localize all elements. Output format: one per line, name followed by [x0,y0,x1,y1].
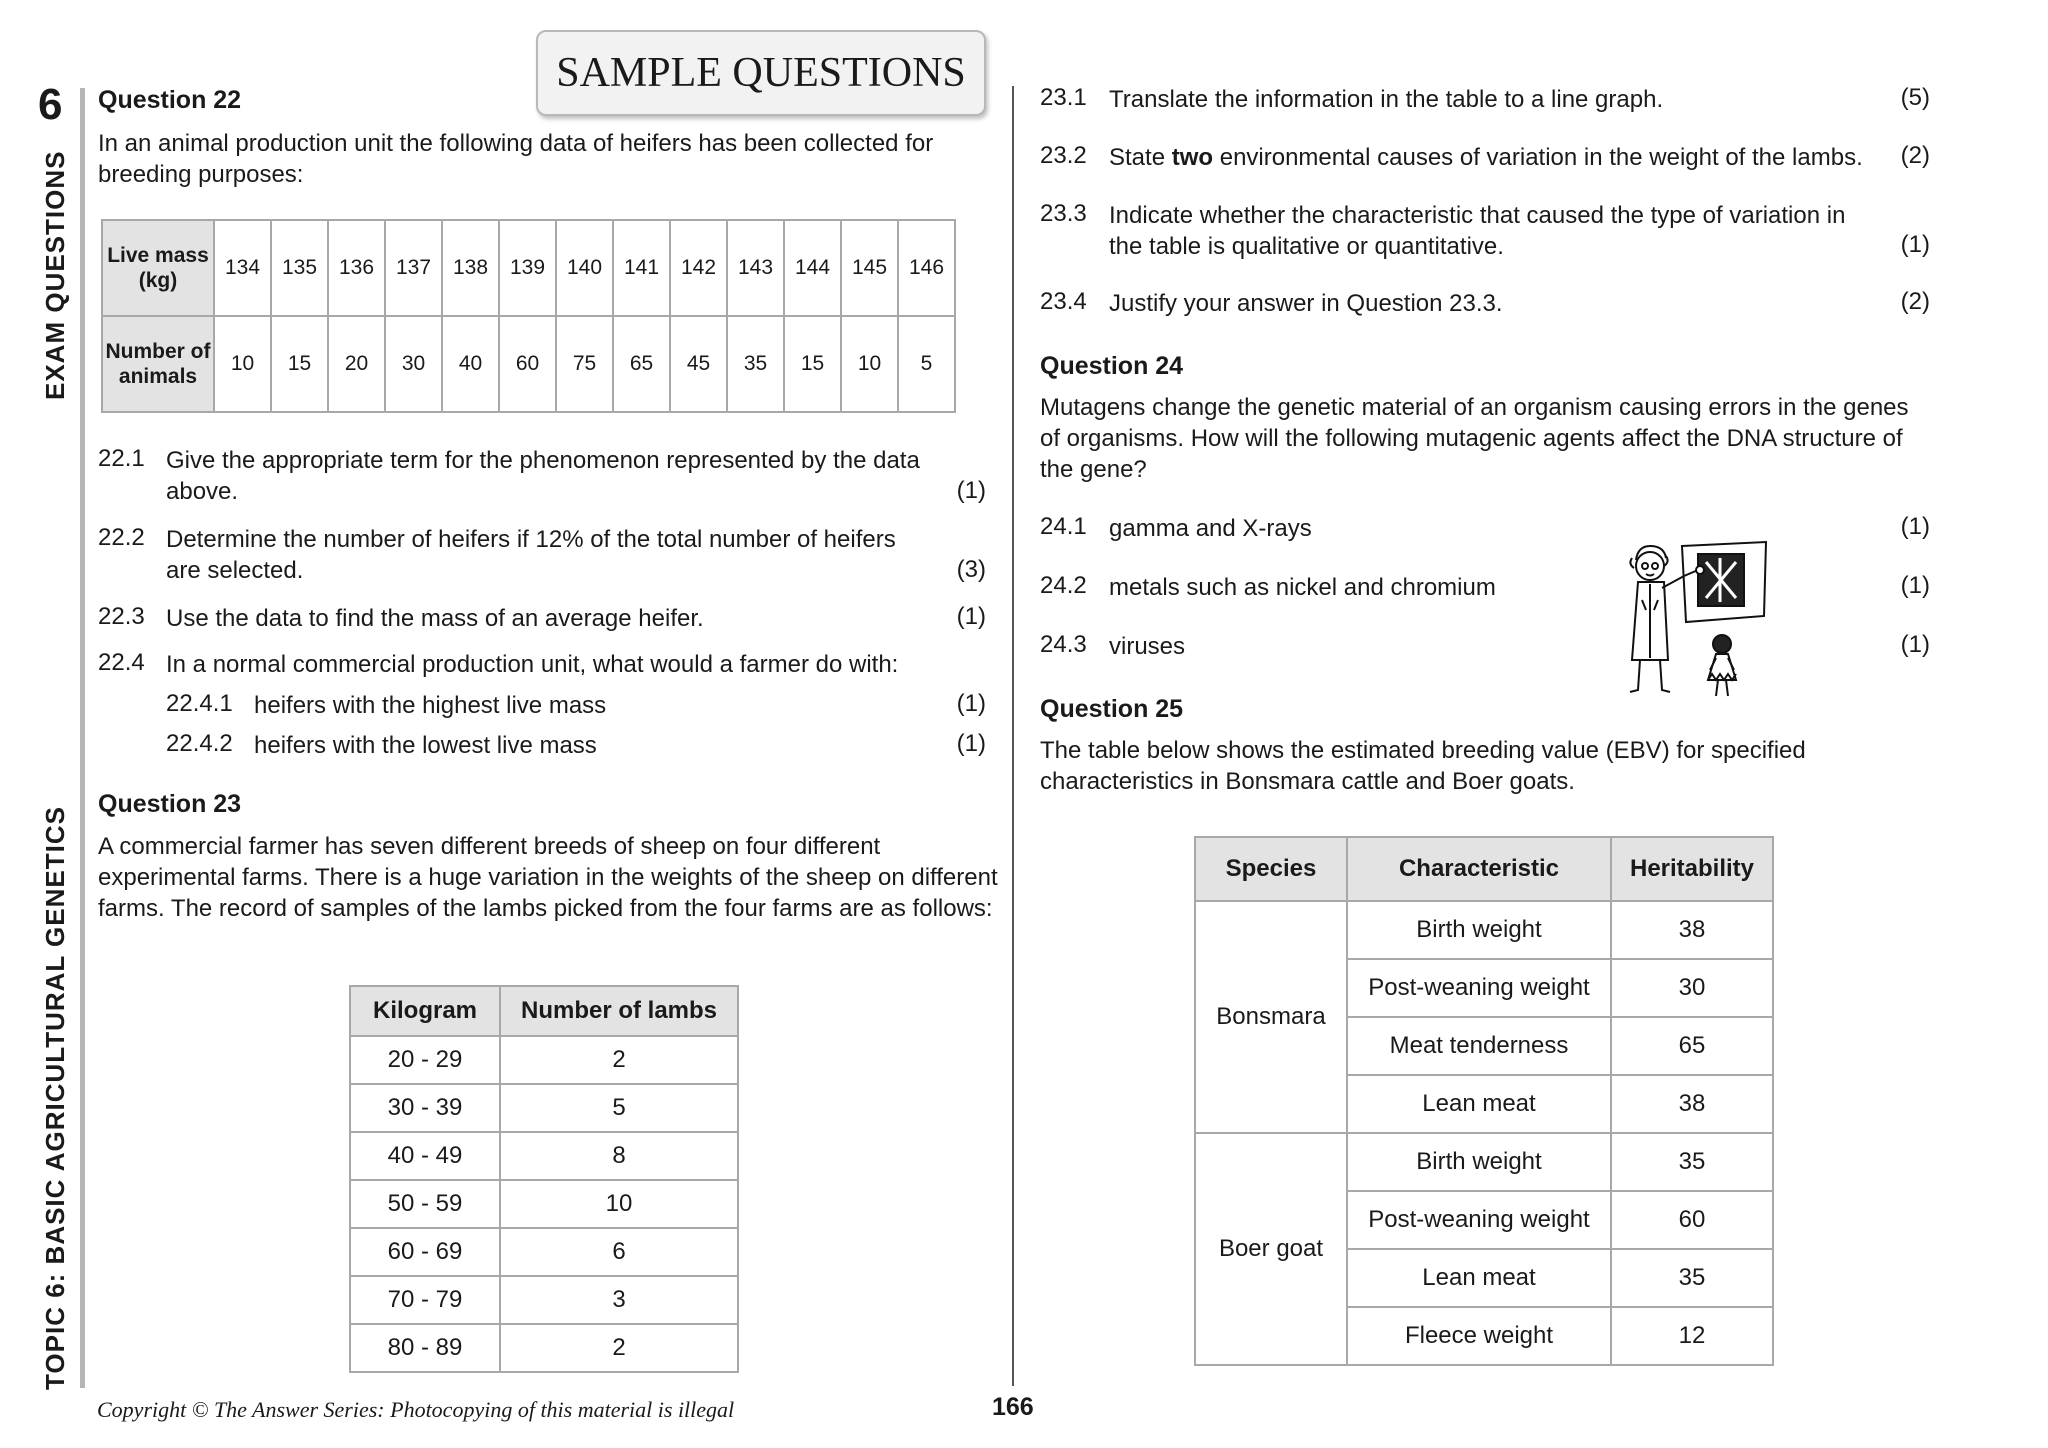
table-cell: 38 [1611,1075,1773,1133]
q22-4-1-number: 22.4.1 [166,690,233,717]
q22-4-2-number: 22.4.2 [166,730,233,757]
table-cell: Post-weaning weight [1347,959,1611,1017]
table-cell: Birth weight [1347,901,1611,959]
scientist-illustration [1620,540,1770,700]
q23-1-text: Translate the information in the table to a line graph. [1109,86,1664,113]
column-divider [1012,86,1014,1386]
q23-2-text-pre: State [1109,144,1172,171]
q23-1-number: 23.1 [1040,84,1087,111]
table-cell: 134 [214,220,271,316]
table-cell: 6 [500,1228,738,1276]
table-row [350,1180,738,1228]
q23-1-mark: (5) [1900,84,1930,111]
table-row [350,1036,738,1084]
table-cell: Fleece weight [1347,1307,1611,1365]
q23-2-text-bold: two [1171,144,1214,171]
topic-label: TOPIC 6: BASIC AGRICULTURAL GENETICS [40,806,70,1390]
q24-3-number: 24.3 [1040,631,1087,658]
q23-2-text-post: environmental causes of variation in the weight of the lambs. [1213,144,1863,171]
q24-3-mark: (1) [1900,631,1930,658]
heifer-data-table [101,219,956,413]
table-cell: 38 [1611,901,1773,959]
table-cell: 139 [499,220,556,316]
row-header-live-mass: Live mass (kg) [102,220,214,316]
row-header-number-of-animals: Number of animals [102,316,214,412]
table-cell: 60 [499,316,556,412]
table-cell: 70 - 79 [350,1276,500,1324]
table-cell: 142 [670,220,727,316]
q22-1-number: 22.1 [98,445,145,472]
table-header-row [350,986,738,1036]
table-cell: 45 [670,316,727,412]
table-row [350,1324,738,1372]
table-cell: 144 [784,220,841,316]
q22-1-mark: (1) [956,477,986,504]
q24-2-mark: (1) [1900,572,1930,599]
q24-intro: Mutagens change the genetic material of an organism causing errors in the genes of organisms. How will the following mutagenic agents affect the DNA structure of the gene? [1040,394,1909,483]
q25-intro: The table below shows the estimated breeding value (EBV) for specified characteristics in Bonsmara cattle and Boer goats. [1040,737,1806,795]
table-cell: 80 - 89 [350,1324,500,1372]
table-cell: 10 [214,316,271,412]
table-cell: 143 [727,220,784,316]
q24-1-mark: (1) [1900,513,1930,540]
table-cell: 65 [1611,1017,1773,1075]
table-cell: 50 - 59 [350,1180,500,1228]
col-header-kilogram: Kilogram [350,986,500,1036]
side-rule [80,88,85,1388]
table-cell: 40 - 49 [350,1132,500,1180]
table-cell: 35 [1611,1133,1773,1191]
table-cell: 146 [898,220,955,316]
q22-4-1-text: heifers with the highest live mass [254,692,607,719]
q23-intro: A commercial farmer has seven different breeds of sheep on four different experimental farms. There is a huge variation in the weights of the sheep on different farms. The record of samples of the lambs picked from the four farms are as follows: [98,833,998,922]
q23-title: Question 23 [98,790,242,818]
lamb-weight-table [349,985,739,1373]
table-cell: 5 [500,1084,738,1132]
q22-3-number: 22.3 [98,603,145,630]
table-cell: 10 [841,316,898,412]
table-cell: Lean meat [1347,1249,1611,1307]
table-row [102,316,955,412]
ebv-table [1194,836,1774,1366]
q23-3-text: Indicate whether the characteristic that caused the type of variation in the table is qualitative or quantitative. [1109,202,1846,260]
table-cell: 30 [385,316,442,412]
table-cell: 60 - 69 [350,1228,500,1276]
table-cell: 2 [500,1036,738,1084]
table-cell: Lean meat [1347,1075,1611,1133]
q22-4-1-mark: (1) [956,690,986,717]
table-cell: Post-weaning weight [1347,1191,1611,1249]
table-cell: 60 [1611,1191,1773,1249]
q24-2-text: metals such as nickel and chromium [1109,574,1496,601]
col-header-species: Species [1195,837,1347,901]
q24-1-text: gamma and X-rays [1109,515,1312,542]
q25-title: Question 25 [1040,695,1184,723]
table-row [102,220,955,316]
table-cell: 15 [271,316,328,412]
q22-4-2-mark: (1) [956,730,986,757]
q23-4-text: Justify your answer in Question 23.3. [1109,290,1503,317]
table-cell: 145 [841,220,898,316]
table-cell: 136 [328,220,385,316]
q22-4-2-text: heifers with the lowest live mass [254,732,597,759]
table-cell: 8 [500,1132,738,1180]
q24-1-number: 24.1 [1040,513,1087,540]
q23-4-number: 23.4 [1040,288,1087,315]
table-cell: 20 - 29 [350,1036,500,1084]
q22-3-text: Use the data to find the mass of an average heifer. [166,605,704,632]
table-cell: 10 [500,1180,738,1228]
exam-questions-label: EXAM QUESTIONS [40,150,70,400]
table-cell: 40 [442,316,499,412]
q23-3-number: 23.3 [1040,200,1087,227]
q22-3-mark: (1) [956,603,986,630]
table-cell: 20 [328,316,385,412]
table-cell: 135 [271,220,328,316]
table-cell: 141 [613,220,670,316]
topic-number: 6 [38,80,63,129]
col-header-number-of-lambs: Number of lambs [500,986,738,1036]
table-cell: 35 [1611,1249,1773,1307]
q24-3-text: viruses [1109,633,1186,660]
table-cell: 137 [385,220,442,316]
copyright-notice: Copyright © The Answer Series: Photocopying of this material is illegal [97,1397,735,1422]
table-row [350,1084,738,1132]
q23-2-number: 23.2 [1040,142,1087,169]
col-header-characteristic: Characteristic [1347,837,1611,901]
species-cell-boer-goat: Boer goat [1195,1133,1347,1365]
table-cell: 138 [442,220,499,316]
q22-intro: In an animal production unit the following data of heifers has been collected for breeding purposes: [98,130,934,188]
q23-2-text [1109,142,1889,173]
q22-title: Question 22 [98,86,242,114]
q22-2-number: 22.2 [98,524,145,551]
table-cell: 140 [556,220,613,316]
q24-2-number: 24.2 [1040,572,1087,599]
table-cell: 30 - 39 [350,1084,500,1132]
table-cell: 3 [500,1276,738,1324]
table-cell: 15 [784,316,841,412]
table-cell: 65 [613,316,670,412]
q22-4-number: 22.4 [98,649,145,676]
table-row [350,1228,738,1276]
table-cell: 30 [1611,959,1773,1017]
table-cell: Birth weight [1347,1133,1611,1191]
table-row [1195,901,1773,959]
col-header-heritability: Heritability [1611,837,1773,901]
table-cell: 12 [1611,1307,1773,1365]
q22-2-text: Determine the number of heifers if 12% of the total number of heifers are selected. [166,526,896,584]
table-row [350,1276,738,1324]
table-cell: 35 [727,316,784,412]
q22-4-text: In a normal commercial production unit, what would a farmer do with: [166,651,899,678]
species-cell-bonsmara: Bonsmara [1195,901,1347,1133]
page-title: SAMPLE QUESTIONS [536,30,986,116]
table-row [1195,1133,1773,1191]
table-row [350,1132,738,1180]
table-header-row [1195,837,1773,901]
table-cell: Meat tenderness [1347,1017,1611,1075]
q24-title: Question 24 [1040,352,1184,380]
q22-2-mark: (3) [956,556,986,583]
q23-4-mark: (2) [1900,288,1930,315]
table-cell: 2 [500,1324,738,1372]
q22-1-text: Give the appropriate term for the phenomenon represented by the data above. [166,447,920,505]
q23-3-mark: (1) [1900,231,1930,258]
page-number: 166 [992,1393,1034,1421]
table-cell: 5 [898,316,955,412]
q23-2-mark: (2) [1900,142,1930,169]
table-cell: 75 [556,316,613,412]
